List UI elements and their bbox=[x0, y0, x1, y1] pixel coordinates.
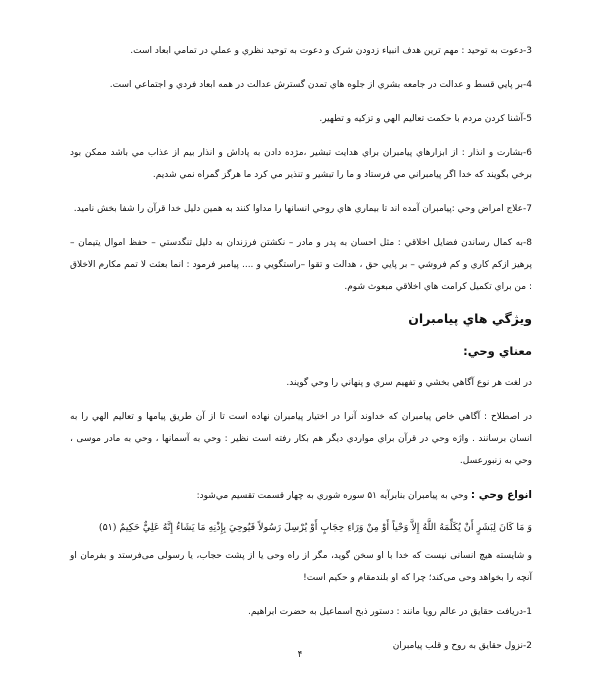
page-number: ۴ bbox=[297, 650, 303, 660]
quran-verse: وَ مَا كَانَ لِبَشَرٍ أَنْ يُكَلِّمَهُ اللَّهُ إِلاَّ وَحْياً أَوْ مِنْ وَرَاءِ حِجَابٍ أَوْ يُرْسِلَ رَسُولاً فَيُوحِيَ بِإِذْنِهِ مَا يَشَاءُ إِنَّهُ عَلِيٌّ حَكِيمٌ (۵۱) bbox=[98, 522, 532, 533]
list-item: 5-آشنا کردن مردم با حکمت تعاليم الهي و تزکيه و تطهير. bbox=[319, 114, 532, 124]
list-item: 6-بشارت و انذار : از ابزارهاي پيامبران براي هدايت تبشير ،مژده دادن به پاداش و انذار بيم از عذاب مي باشد ممکن بود برخي بگويند که خدا اگر پيامبراني مي فرستاد و ما را تبشير و تنذير مي کرد ما هرگز گمراه نمي شديم. bbox=[70, 148, 532, 180]
section-title: ويژگي هاي پيامبران bbox=[408, 311, 532, 326]
page-content bbox=[70, 40, 532, 669]
list-item: 7-علاج امراض وحي :پيامبران آمده اند تا بيماري هاي روحي انسانها را مداوا کنند به همين دليل خدا قرآن را شفا بخش ناميد. bbox=[73, 204, 532, 214]
paragraph-istilah: در اصطلاح : آگاهي خاص پيامبران كه خداوند آنرا در اختيار پيامبران نهاده است تا از آن طريق پيامها و تعاليم الهي را به انسان برسانند . واژه وحي در قرآن براي مواردي ديگر هم بكار رفته است نظير : وحي به آسمانها ، وحي به مادر موسی ، وحي به زنبورعسل. bbox=[70, 412, 532, 466]
list-item: 8-به کمال رساندن فضايل اخلاقي : مثل احسان به پدر و مادر – نکشتن فرزندان به دليل تنگدستي – حفظ اموال يتيمان –پرهيز ازکم کاري و کم فروشي – بر پايي حق ، هدالت و تقوا –راستگويي و .... پيامبر فرمود : انما بعثت لا تمم مکارم الاخلاق : من براي تکميل کرامت هاي اخلاقي مبعوث شوم. bbox=[70, 238, 532, 292]
subheading: معناي وحي: bbox=[463, 344, 532, 358]
list-item: 3-دعوت به توحيد : مهم ترين هدف انبياء زدودن شرک و دعوت به توحيد نظري و عملي در تمامي ابعاد است. bbox=[130, 46, 532, 56]
types-paragraph bbox=[70, 484, 532, 507]
verse-translation: و شايسته هيچ انسانی نيست كه خدا با او سخن گويد، مگر از راه وحی يا از پشت حجاب، يا رسولی می‌فرستد و بفرمان او آنچه را بخواهد وحی می‌كند؛ چرا كه او بلندمقام و حكيم است! bbox=[70, 551, 532, 583]
list-item: 4-بر پايي قسط و عدالت در جامعه بشري از جلوه هاي تمدن گسترش عدالت در همه ابعاد فردي و اجتماعي است. bbox=[109, 80, 532, 90]
types-lead: انواع وحي : bbox=[470, 489, 532, 501]
types-text: وحي به پيامبران بنابرآيه ۵۱ سوره شوري به چهار قسمت تقسيم مي‌شود: bbox=[196, 491, 471, 501]
list-item: 1-دريافت حقايق در عالم رويا مانند : دستور ذبح اسماعيل به حضرت ابراهيم. bbox=[248, 607, 532, 617]
list-item: 2-نزول حقايق به روح و قلب پيامبران bbox=[392, 641, 532, 651]
paragraph-lughat: در لغت هر نوع آگاهي بخشي و تفهيم سري و پنهاني را وحي گويند. bbox=[286, 378, 532, 388]
